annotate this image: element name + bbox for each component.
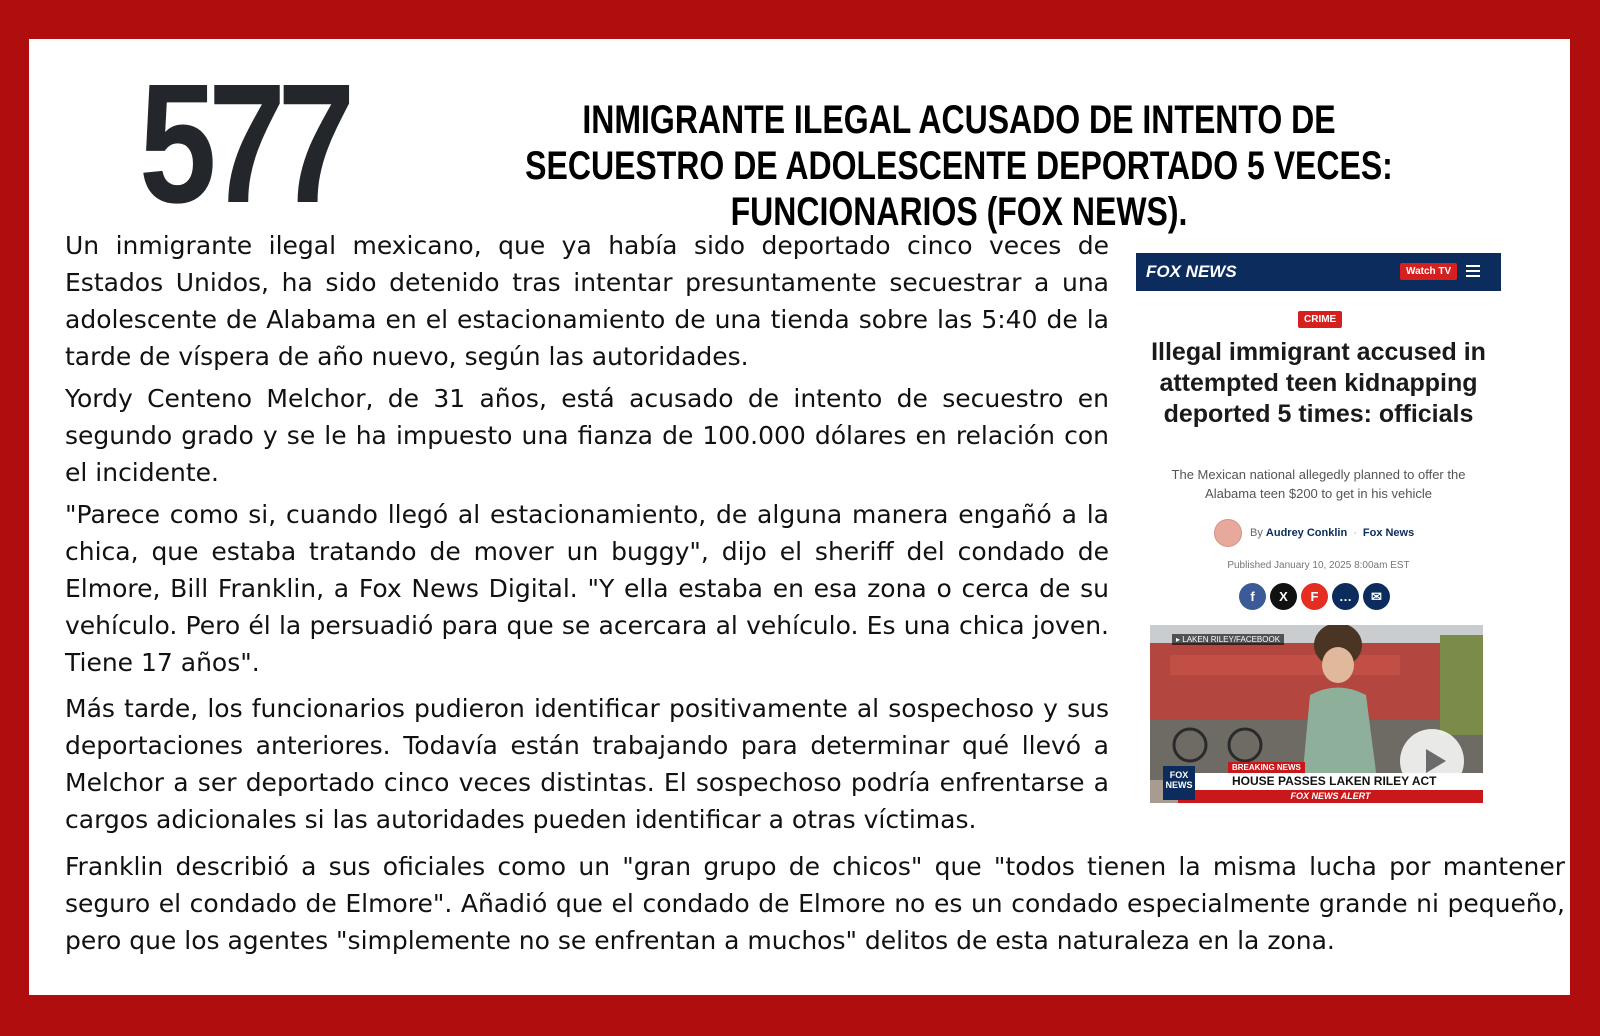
author-avatar[interactable] (1214, 519, 1242, 547)
fox-news-video-logo (1163, 766, 1195, 800)
paragraph-5: Franklin describió a sus oficiales como un "gran grupo de chicos" que "todos tienen la misma lucha por mantener seguro el condado de Elmore". Añadió que el condado de Elmore no es un condado especialmente grande ni pequeño, pero que los agentes "simplemente no se enfrentan a muchos" delitos de esta naturaleza en la zona. (65, 852, 1565, 955)
paragraph-1: Un inmigrante ilegal mexicano, que ya había sido deportado cinco veces de Estados Unidos, ha sido detenido tras intentar presuntamente secuestrar a una adolescente de Alabama en el estacionamiento de una tienda sobre las 5:40 de la tarde de víspera de año nuevo, según las autoridades. (65, 231, 1109, 371)
byline (1214, 519, 1414, 547)
source-link[interactable]: Fox News (1362, 527, 1415, 539)
paragraph-2: Yordy Centeno Melchor, de 31 años, está acusado de intento de secuestro en segundo grado y se le ha impuesto una fianza de 100.000 dólares en relación con el incidente. (65, 384, 1109, 487)
email-share-icon[interactable]: ✉ (1363, 583, 1390, 610)
video-headline: HOUSE PASSES LAKEN RILEY ACT (1178, 773, 1483, 790)
fox-news-article-screenshot (1136, 253, 1501, 801)
hamburger-menu-icon[interactable] (1466, 265, 1480, 280)
byline-separator: · (1353, 527, 1357, 539)
flipboard-share-icon[interactable]: F (1301, 583, 1328, 610)
breaking-news-label: BREAKING NEWS (1228, 762, 1305, 773)
facebook-share-icon[interactable]: f (1239, 583, 1266, 610)
watch-tv-button[interactable]: Watch TV (1400, 263, 1457, 280)
item-number: 577 (139, 49, 347, 239)
fox-news-alert-label: FOX NEWS ALERT (1178, 790, 1483, 803)
article-title: Illegal immigrant accused in attempted teen kidnapping deported 5 times: officials (1151, 338, 1486, 428)
article-subtitle: The Mexican national allegedly planned to offer the Alabama teen $200 to get in his vehicle (1171, 467, 1466, 501)
x-share-icon[interactable]: X (1270, 583, 1297, 610)
comments-icon[interactable]: … (1332, 583, 1359, 610)
video-logo-line2: NEWS (1165, 780, 1193, 790)
crime-tag[interactable]: CRIME (1298, 311, 1342, 328)
paragraph-4: Más tarde, los funcionarios pudieron identificar positivamente al sospechoso y sus deportaciones anteriores. Todavía están trabajando para determinar qué llevó a Melchor a ser deportado cinco veces distintas. El sospechoso podría enfrentarse a cargos adicionales si las autoridades pueden identificar a otras víctimas. (65, 694, 1109, 834)
page-card (29, 39, 1570, 995)
fox-news-logo[interactable]: FOX NEWS (1146, 262, 1237, 281)
video-player[interactable] (1150, 625, 1483, 803)
byline-by: By (1250, 527, 1263, 539)
share-bar (1239, 583, 1390, 610)
author-link[interactable]: Audrey Conklin (1265, 527, 1348, 539)
fox-news-header (1136, 253, 1501, 291)
video-credit: ▸ LAKEN RILEY/FACEBOOK (1172, 634, 1284, 645)
video-logo-line1: FOX (1169, 770, 1189, 780)
page-headline: INMIGRANTE ILEGAL ACUSADO DE INTENTO DE SECUESTRO DE ADOLESCENTE DEPORTADO 5 VECES: FUNCIONARIOS (FOX NEWS). (525, 98, 1393, 234)
paragraph-3: "Parece como si, cuando llegó al estacionamiento, de alguna manera engañó a la chica, que estaba tratando de mover un buggy", dijo el sheriff del condado de Elmore, Bill Franklin, a Fox News Digital. "Y ella estaba en esa zona o cerca de su vehículo. Pero él la persuadió para que se acercara al vehículo. Es una chica joven. Tiene 17 años". (65, 500, 1109, 677)
published-date: Published January 10, 2025 8:00am EST (1227, 560, 1410, 571)
